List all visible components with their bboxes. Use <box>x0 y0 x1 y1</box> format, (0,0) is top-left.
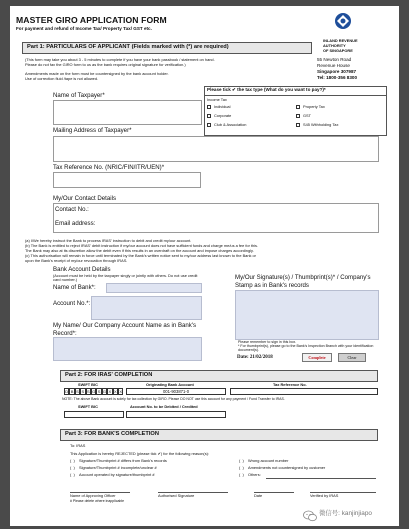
swift-cell: S <box>81 389 85 394</box>
part2-heading: Part 2: FOR IRAS' COMPLETION <box>60 370 378 382</box>
bank-details-heading: Bank Account Details <box>53 266 111 273</box>
swift-cell: S <box>76 389 79 394</box>
iras-logo-icon <box>333 12 353 38</box>
wechat-icon <box>303 509 317 521</box>
logo-line-3: OF SINGAPORE <box>323 48 353 53</box>
swift-bic-label-2: SWIFT BIC <box>78 404 98 409</box>
reason-checkbox-1[interactable]: ( ) <box>70 458 75 463</box>
tax-type-divider <box>204 95 387 96</box>
address-line-3: Singapore 307987 <box>317 69 357 74</box>
property-tax-label: Property Tax <box>303 104 325 109</box>
income-tax-label: Income Tax <box>207 97 227 102</box>
email-input[interactable] <box>87 219 372 228</box>
swift-cell: X <box>108 389 112 394</box>
reason-label-3: Signature/Thumbprint # incomplete/unclear # <box>79 465 157 470</box>
tax-type-box <box>204 86 387 136</box>
auth-line-c2: upon the Bank's receipt of my/our revocation through IRAS. <box>25 258 128 263</box>
reason-checkbox-6[interactable]: ( ) <box>239 472 244 477</box>
property-tax-checkbox[interactable] <box>296 105 300 109</box>
email-label: Email address: <box>55 220 96 227</box>
signature-field[interactable] <box>235 290 379 340</box>
clear-button[interactable]: Clear <box>338 353 366 362</box>
contact-no-label: Contact No.: <box>55 206 89 213</box>
contact-heading: My/Our Contact Details <box>53 195 116 202</box>
intro-line-1: (This form may take you about 3 - 5 minutes to complete if you have your bank passbook / statement on hand. <box>25 57 215 62</box>
footnote: # Please delete where inapplicable <box>70 499 125 503</box>
reason-checkbox-2[interactable]: ( ) <box>239 458 244 463</box>
complete-button[interactable]: Complete <box>302 353 332 362</box>
mailing-address-label: Mailing Address of Taxpayer* <box>53 127 132 134</box>
tax-reference-label: Tax Reference No. (NRIC/FIN/ITR/UEN)* <box>53 164 165 171</box>
club-association-label: Club & Association <box>214 122 247 127</box>
club-association-checkbox[interactable] <box>207 123 211 127</box>
bank-name-label: Name of Bank*: <box>53 284 96 291</box>
reason-checkbox-5[interactable]: ( ) <box>70 472 75 477</box>
approving-officer-label: Name of Approving Officer <box>70 493 116 498</box>
form-subtitle: For payment and refund of Income Tax/ Property Tax/ GST etc. <box>16 26 152 31</box>
taxpayer-name-label: Name of Taxpayer* <box>53 92 105 99</box>
signature-label: My/Our Signature(s) / Thumbprint(s)* / Company's Stamp as in Bank's records <box>235 274 371 289</box>
orig-acct-value: 001-903871-0 <box>126 388 226 395</box>
auth-line-a: (a) I/We hereby instruct the Bank to process IRAS' instruction to debit and credit my/our account. <box>25 238 192 243</box>
swift-bic-cells <box>64 388 124 395</box>
thumbprint-note: * For thumbprint(s), please go to the Bank's Inspection Branch with your identification document(s). <box>238 344 374 352</box>
s45-withholding-checkbox[interactable] <box>296 123 300 127</box>
taxpayer-name-field[interactable] <box>53 100 202 125</box>
watermark-text: 微信号: kanjinjiapo <box>319 510 372 517</box>
form-page <box>10 6 399 526</box>
part1-heading: Part 1: PARTICULARS OF APPLICANT (Fields marked with (*) are required) <box>22 42 312 54</box>
orig-acct-label: Originating Bank Account <box>146 382 194 387</box>
reason-label-6: Others: <box>248 472 261 477</box>
swift-cell: X <box>119 389 123 394</box>
swift-cell: B <box>70 389 74 394</box>
contact-no-input[interactable] <box>82 205 372 214</box>
amend-line-2: Use of correction fluid /tape is not allowed. <box>25 76 99 81</box>
swift-bic-label: SWIFT BIC <box>78 382 98 387</box>
bank-details-note: (Account must be held by the taxpayer singly or jointly with others. Do not use credit card number.) <box>53 273 198 283</box>
to-iras: To: IRAS <box>70 443 86 448</box>
gst-checkbox[interactable] <box>296 114 300 118</box>
s45-withholding-label: S45 Withholding Tax <box>303 122 339 127</box>
account-name-label: My Name/ Our Company Account Name as in Bank's Record*: <box>53 322 197 337</box>
part3-heading: Part 3: FOR BANK'S COMPLETION <box>60 429 378 441</box>
reason-checkbox-3[interactable]: ( ) <box>70 465 75 470</box>
reason-label-5: Account operated by signature/thumbprint # <box>79 472 155 477</box>
corporate-checkbox[interactable] <box>207 114 211 118</box>
address-line-4: Tel: 1800-356 8300 <box>317 75 358 80</box>
tax-ref-no-field[interactable] <box>230 388 378 395</box>
individual-label: Individual <box>214 104 231 109</box>
account-no-field[interactable] <box>91 296 202 320</box>
swift-cell: G <box>92 389 96 394</box>
intro-line-2: Please do not fax the GIRO form to us as the bank requires original signature for verification.) <box>25 62 186 67</box>
swift-cell: S <box>86 389 90 394</box>
others-line[interactable] <box>266 478 376 479</box>
individual-checkbox[interactable] <box>207 105 211 109</box>
bank-name-field[interactable] <box>106 283 202 293</box>
swift-cell: S <box>97 389 101 394</box>
address-line-2: Revenue House <box>317 63 350 68</box>
reason-label-4: Amendments not countersigned by customer <box>248 465 326 470</box>
part2-note: NOTE: The above Bank account is solely for tax collection by GIRO. Please DO NOT use this account for any payment / Fund Transfer to IRAS. <box>62 397 285 401</box>
tax-reference-field[interactable] <box>53 172 201 188</box>
auth-line-b1: (b) The Bank is entitled to reject IRAS' debit instruction if my/our account does not have sufficient funds and charge me/us a fee for this. <box>25 243 259 248</box>
acct-debited-field[interactable] <box>126 411 226 418</box>
swift-bic-field-2[interactable] <box>64 411 124 418</box>
date-label: Date <box>254 493 263 498</box>
acct-debited-label: Account No. to be Debited / Credited <box>130 404 198 409</box>
form-title: MASTER GIRO APPLICATION FORM <box>16 15 167 25</box>
amend-line-1: Amendments made on the form must be countersigned by the bank account holder. <box>25 71 169 76</box>
rejected-text: This Application is hereby REJECTED (please tick ✔) for the following reason(s): <box>70 451 210 456</box>
sign-reminder: Please remember to sign in this box. <box>238 340 297 344</box>
corporate-label: Corporate <box>214 113 232 118</box>
swift-cell: G <box>102 389 107 394</box>
auth-line-b2: The Bank may also at its discretion allow the debit even if this results in an overdraft on the account and impose charges accordingly. <box>25 248 254 253</box>
reason-label-2: Wrong account number <box>248 458 289 463</box>
swift-cell: X <box>113 389 117 394</box>
gst-label: GST <box>303 113 311 118</box>
mailing-address-field[interactable] <box>53 136 379 162</box>
tax-type-title: Please tick ✔ the tax type (What do you want to pay?)* <box>207 87 326 92</box>
tax-ref-no-label: Tax Reference No. <box>273 382 307 387</box>
swift-cell: D <box>65 389 69 394</box>
logo-line-1: INLAND REVENUE <box>323 38 358 43</box>
reason-label-1: Signature/Thumbprint # differs from Bank's records <box>79 458 167 463</box>
date-stamp: Date: 21/02/2018 <box>237 355 273 360</box>
account-no-label: Account No.*: <box>53 300 91 307</box>
address-line-1: 55 Newton Road <box>317 57 352 62</box>
account-name-field[interactable] <box>53 337 202 361</box>
reason-checkbox-4[interactable]: ( ) <box>239 465 244 470</box>
auth-line-c1: (c) This authorisation will remain in force until terminated by the Bank's written notice sent to my/our address last known to the Bank or <box>25 253 256 258</box>
logo-line-2: AUTHORITY <box>323 43 346 48</box>
authorised-signature-label: Authorised Signature <box>158 493 195 498</box>
verified-label: Verified by IRAS <box>310 493 339 498</box>
